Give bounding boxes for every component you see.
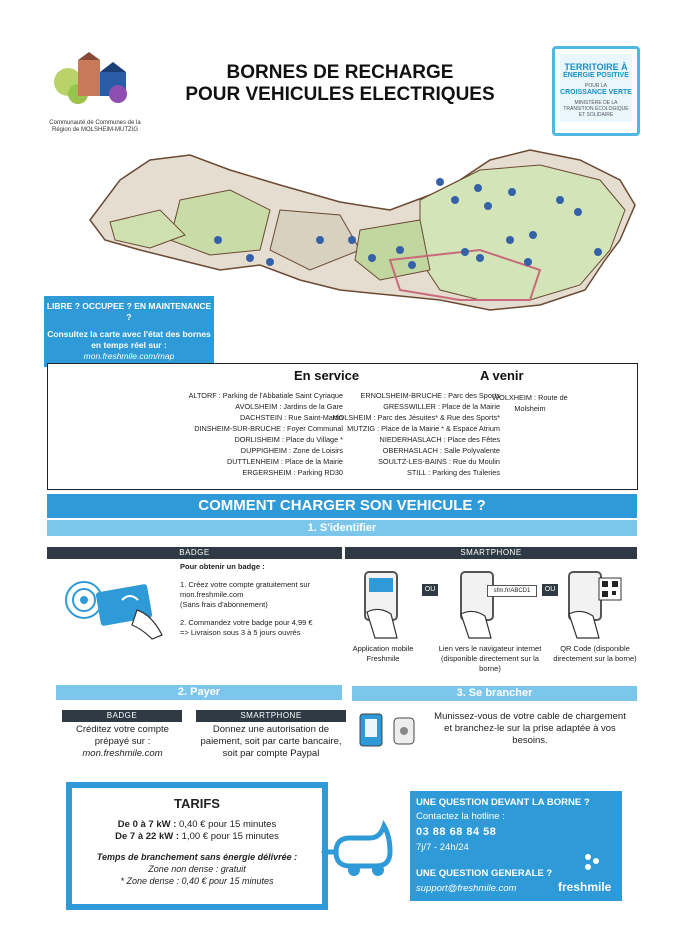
- availability-info-box: LIBRE ? OCCUPEE ? EN MAINTENANCE ? Consultez la carte avec l'état des bornes en temps réel sur : mon.freshmile.com/map: [44, 296, 214, 367]
- option-qr-caption: QR Code (disponible directement sur la borne): [553, 644, 637, 663]
- tepcv-badge: TERRITOIRE À ÉNERGIE POSITIVE POUR LA CROISSANCE VERTE MINISTÈRE DE LA TRANSITION ÉCOLOGIQUE ET SOLIDAIRE: [552, 46, 640, 136]
- list-item: OBERHASLACH : Salle Polyvalente: [382, 446, 500, 455]
- freshmile-link[interactable]: mon.freshmile.com: [180, 590, 244, 599]
- how-to-charge-title: COMMENT CHARGER SON VEHICULE ?: [47, 494, 637, 518]
- list-item: SOULTZ-LES-BAINS : Rue du Moulin: [378, 457, 500, 466]
- list-item: MOLSHEIM : Parc des Jésuites* & Rue des Sports*: [332, 413, 500, 422]
- badge-instructions: Pour obtenir un badge : 1. Créez votre compte gratuitement sur mon.freshmile.com (Sans frais d'abonnement) 2. Commandez votre badge pour 4,99 € => Livraison sous 3 à 5 jours ouvrés: [180, 562, 340, 638]
- tariffs-box: [66, 782, 328, 910]
- in-service-heading: En service: [294, 368, 360, 383]
- hotline-question: UNE QUESTION DEVANT LA BORNE ?: [416, 797, 590, 808]
- map-link[interactable]: mon.freshmile.com/map: [83, 351, 175, 361]
- step1-title: 1. S'identifier: [47, 520, 637, 536]
- smartphone-header: SMARTPHONE: [345, 547, 637, 559]
- list-item: STILL : Parking des Tuileries: [406, 468, 500, 477]
- pay-badge-text: Créditez votre compte prépayé sur : mon.freshmile.com: [76, 724, 169, 759]
- tariff-line: De 0 à 7 kW : 0,40 € pour 15 minutes: [117, 819, 277, 830]
- qr-code-icon: [565, 570, 635, 640]
- tariffs-title: TARIFS: [174, 796, 220, 811]
- charging-plug-icon: [358, 710, 420, 750]
- page-title: BORNES DE RECHARGE POUR VEHICULES ELECTRIQUES: [185, 62, 495, 105]
- list-item: DUTTLENHEIM : Place de la Mairie: [227, 457, 343, 466]
- list-item: DUPPIGHEIM : Zone de Loisirs: [240, 446, 343, 455]
- tariff-line: De 7 à 22 kW : 1,00 € pour 15 minutes: [115, 831, 279, 842]
- contact-box: UNE QUESTION DEVANT LA BORNE ? Contactez la hotline : 03 88 68 84 58 7j/7 - 24h/24 UNE QUESTION GENERALE ? support@freshmile.com freshmile: [410, 791, 622, 901]
- upcoming-list: WOLXHEIM : Route de Molsheim: [492, 393, 568, 413]
- plug-in-text: Munissez-vous de votre cable de chargement et branchez-le sur la prise adaptée à vos besoins.: [434, 711, 626, 746]
- list-item: DORLISHEIM : Place du Village *: [234, 435, 343, 444]
- list-item: ALTORF : Parking de l'Abbatiale Saint Cyriaque: [188, 391, 343, 400]
- freshmile-logo-icon: [582, 851, 602, 873]
- browser-link-icon: [455, 570, 525, 640]
- list-item: ERGERSHEIM : Parking RD30: [242, 468, 343, 477]
- badge-card-icon: [62, 570, 172, 640]
- pay-badge-header: BADGE: [62, 710, 182, 722]
- list-item: DACHSTEIN : Rue Saint-Martin: [240, 413, 343, 422]
- mobile-app-icon: [357, 570, 412, 640]
- step2-title: 2. Payer: [56, 685, 342, 700]
- station-list-col2: [310, 390, 500, 478]
- option-app-caption: Application mobile Freshmile: [352, 644, 414, 663]
- option-link-caption: Lien vers le navigateur internet (disponible directement sur la borne): [438, 644, 542, 673]
- support-email[interactable]: support@freshmile.com: [416, 883, 517, 894]
- freshmile-brand: freshmile: [558, 880, 612, 894]
- list-item: AVOLSHEIM : Jardins de la Gare: [235, 402, 343, 411]
- general-question: UNE QUESTION GENERALE ?: [416, 868, 553, 879]
- list-item: GRESSWILLER : Place de la Mairie: [383, 402, 500, 411]
- or-separator: OU: [422, 584, 438, 596]
- community-logo-text: Communauté de Communes de la Région de MOLSHEIM-MUTZIG: [49, 120, 141, 133]
- pay-smartphone-header: SMARTPHONE: [196, 710, 346, 722]
- tariff-note: Temps de branchement sans énergie délivrée : Zone non dense : gratuit * Zone dense : 0,40 € pour 15 minutes: [96, 852, 298, 886]
- step3-title: 3. Se brancher: [352, 686, 637, 701]
- electric-car-icon: [320, 812, 406, 884]
- or-separator: OU: [542, 584, 558, 596]
- station-list-box: [47, 363, 638, 490]
- list-item: MUTZIG : Place de la Mairie * & Espace Atrium: [347, 424, 500, 433]
- freshmile-link[interactable]: mon.freshmile.com: [82, 748, 163, 759]
- pay-smartphone-text: Donnez une autorisation de paiement, soit par carte bancaire, soit par compte Paypal: [200, 724, 342, 759]
- list-item: ERNOLSHEIM-BRUCHE : Parc des Sports: [360, 391, 500, 400]
- list-item: DINSHEIM-SUR-BRUCHE : Foyer Communal: [194, 424, 343, 433]
- upcoming-heading: A venir: [480, 368, 524, 383]
- badge-header: BADGE: [47, 547, 342, 559]
- url-field: sfm.fr/ABCD1: [487, 585, 537, 597]
- hotline-hours: 7j/7 - 24h/24: [416, 842, 469, 853]
- list-item: NIEDERHASLACH : Place des Fêtes: [379, 435, 500, 444]
- hotline-phone[interactable]: 03 88 68 84 58: [416, 826, 497, 838]
